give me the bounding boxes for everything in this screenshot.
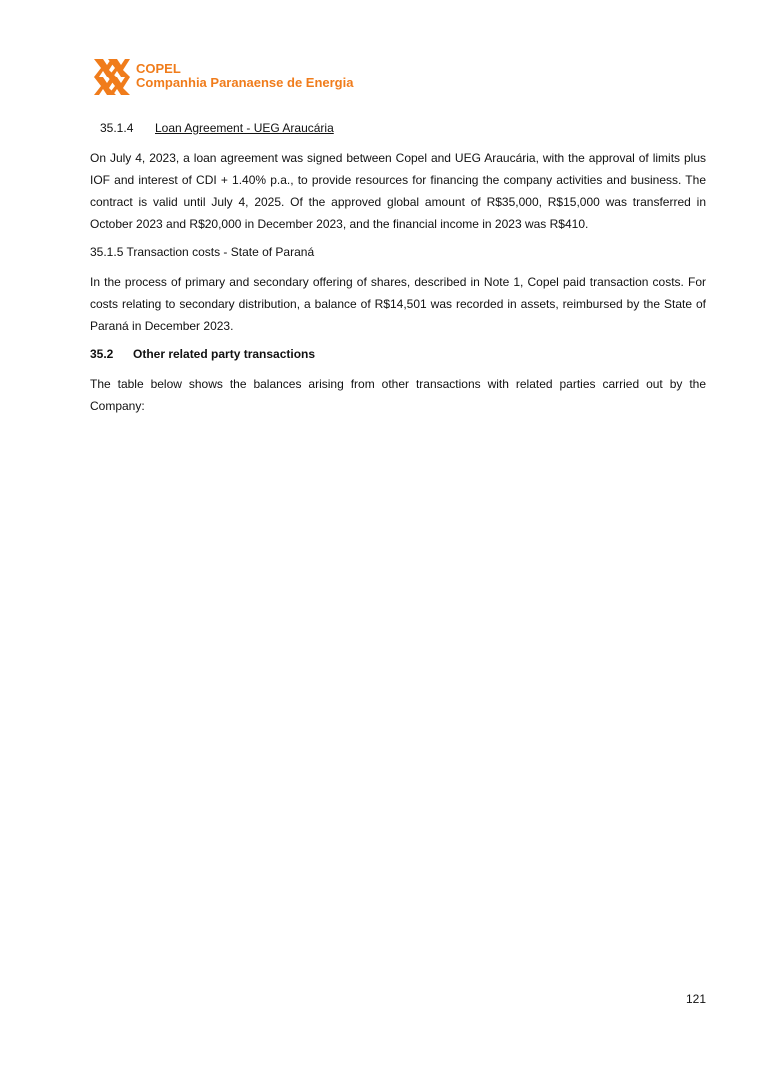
section-heading-35-2	[90, 345, 706, 363]
paragraph-loan-agreement: On July 4, 2023, a loan agreement was signed between Copel and UEG Araucária, with the approval of limits plus IOF and interest of CDI + 1.40% p.a., to provide resources for financing the company activities and business. The contract is valid until July 4, 2025. Of the approved global amount of R$35,000, R$15,000 was transferred in October 2023 and R$20,000 in December 2023, and the financial income in 2023 was R$410.	[90, 151, 706, 231]
document-content	[90, 119, 706, 425]
logo-company-full: Companhia Paranaense de Energia	[136, 75, 354, 90]
copel-logo	[94, 59, 353, 95]
section-heading-35-1-5: 35.1.5 Transaction costs - State of Paraná	[90, 245, 315, 259]
paragraph-other-transactions: The table below shows the balances arising from other transactions with related parties carried out by the Company:	[90, 377, 706, 413]
section-number: 35.1.4	[100, 121, 134, 135]
logo-company-short: COPEL	[136, 61, 181, 76]
page-number: 121	[685, 992, 706, 1006]
section-title: Loan Agreement - UEG Araucária	[155, 121, 334, 135]
copel-logo-icon	[94, 59, 130, 95]
section-number: 35.2	[90, 347, 114, 361]
paragraph-transaction-costs: In the process of primary and secondary offering of shares, described in Note 1, Copel paid transaction costs. For costs relating to secondary distribution, a balance of R$14,501 was recorded in assets, reimbursed by the State of Paraná in December 2023.	[90, 275, 706, 333]
section-heading-35-1-4	[90, 119, 706, 137]
section-title: Other related party transactions	[133, 347, 316, 361]
